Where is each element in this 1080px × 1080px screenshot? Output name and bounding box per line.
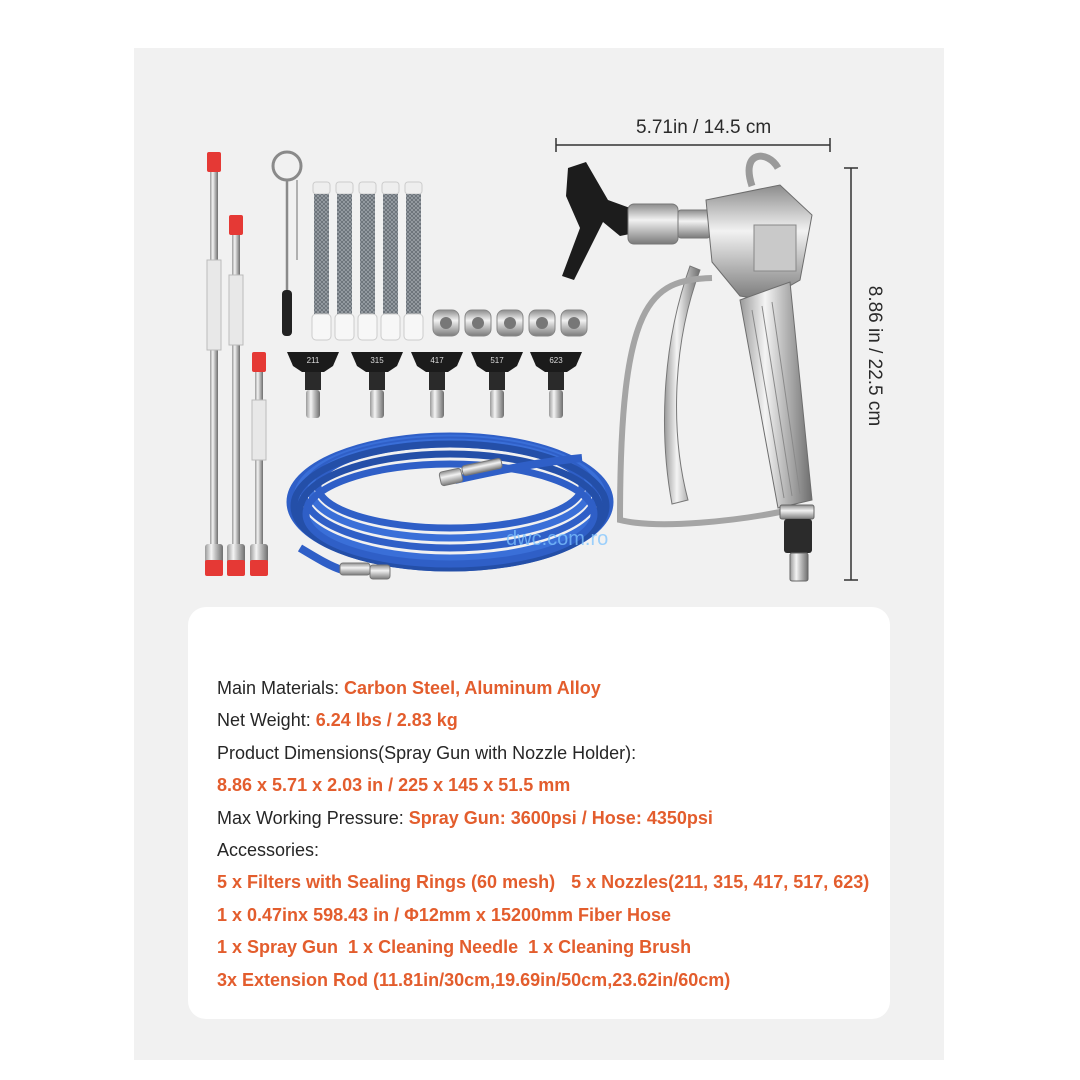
watermark-text: dwc.com.ro xyxy=(506,528,609,550)
accessory-hose: 1 x 0.47inx 598.43 in / Φ12mm x 15200mm Fiber Hose xyxy=(217,904,672,925)
accessory-gun: 1 x Spray Gun xyxy=(217,937,339,958)
nozzle-tip-417 xyxy=(411,352,463,418)
width-dimension-label: 5.71in / 14.5 cm xyxy=(636,117,772,138)
nozzle-tip-623 xyxy=(530,352,582,418)
nozzle-tip-315 xyxy=(351,352,403,418)
tip-label: 623 xyxy=(549,356,563,365)
spec-materials xyxy=(217,672,867,704)
spec-value: Spray Gun: 3600psi / Hose: 4350psi xyxy=(408,807,713,828)
filters xyxy=(312,182,423,340)
accessory-filters: 5 x Filters with Sealing Rings (60 mesh) xyxy=(217,872,556,893)
extension-rod-long xyxy=(205,152,223,576)
spec-list xyxy=(217,672,870,996)
nozzle-tip-517 xyxy=(471,352,523,418)
extension-rod-short xyxy=(250,352,268,576)
accessory-brush: 1 x Cleaning Brush xyxy=(528,937,692,958)
spec-dimensions-value: 8.86 x 5.71 x 2.03 in / 225 x 145 x 51.5 mm xyxy=(217,775,571,796)
accessory-rods: 3x Extension Rod (11.81in/30cm,19.69in/50cm,23.62in/60cm) xyxy=(217,969,731,990)
spec-accessories-label: Accessories: xyxy=(217,840,320,861)
spec-weight xyxy=(217,704,867,736)
spec-dimensions-label: Product Dimensions(Spray Gun with Nozzle Holder): xyxy=(217,742,637,763)
spec-pressure xyxy=(217,802,867,834)
hose-fitting-bottom xyxy=(340,563,390,579)
tip-label: 517 xyxy=(490,356,504,365)
accessory-needle: 1 x Cleaning Needle xyxy=(348,937,519,958)
spec-value: 6.24 lbs / 2.83 kg xyxy=(315,710,458,731)
accessory-nozzles: 5 x Nozzles(211, 315, 417, 517, 623) xyxy=(571,872,870,893)
height-dimension-line xyxy=(844,168,858,580)
spec-label: Max Working Pressure: xyxy=(217,807,409,828)
extension-rod-medium xyxy=(227,215,245,576)
nozzle-tip-211 xyxy=(287,352,339,418)
height-dimension-label: 8.86 in / 22.5 cm xyxy=(864,285,885,427)
spec-label: Net Weight: xyxy=(217,710,316,731)
spec-value: Carbon Steel, Aluminum Alloy xyxy=(344,678,601,698)
tip-label: 315 xyxy=(370,356,384,365)
spec-label: Main Materials: xyxy=(217,678,345,698)
accessory-row xyxy=(217,931,867,963)
sealing-rings xyxy=(433,310,587,336)
accessory-row xyxy=(217,866,870,898)
tip-label: 417 xyxy=(430,356,444,365)
width-dimension-line xyxy=(556,138,830,152)
tip-label: 211 xyxy=(306,356,320,365)
